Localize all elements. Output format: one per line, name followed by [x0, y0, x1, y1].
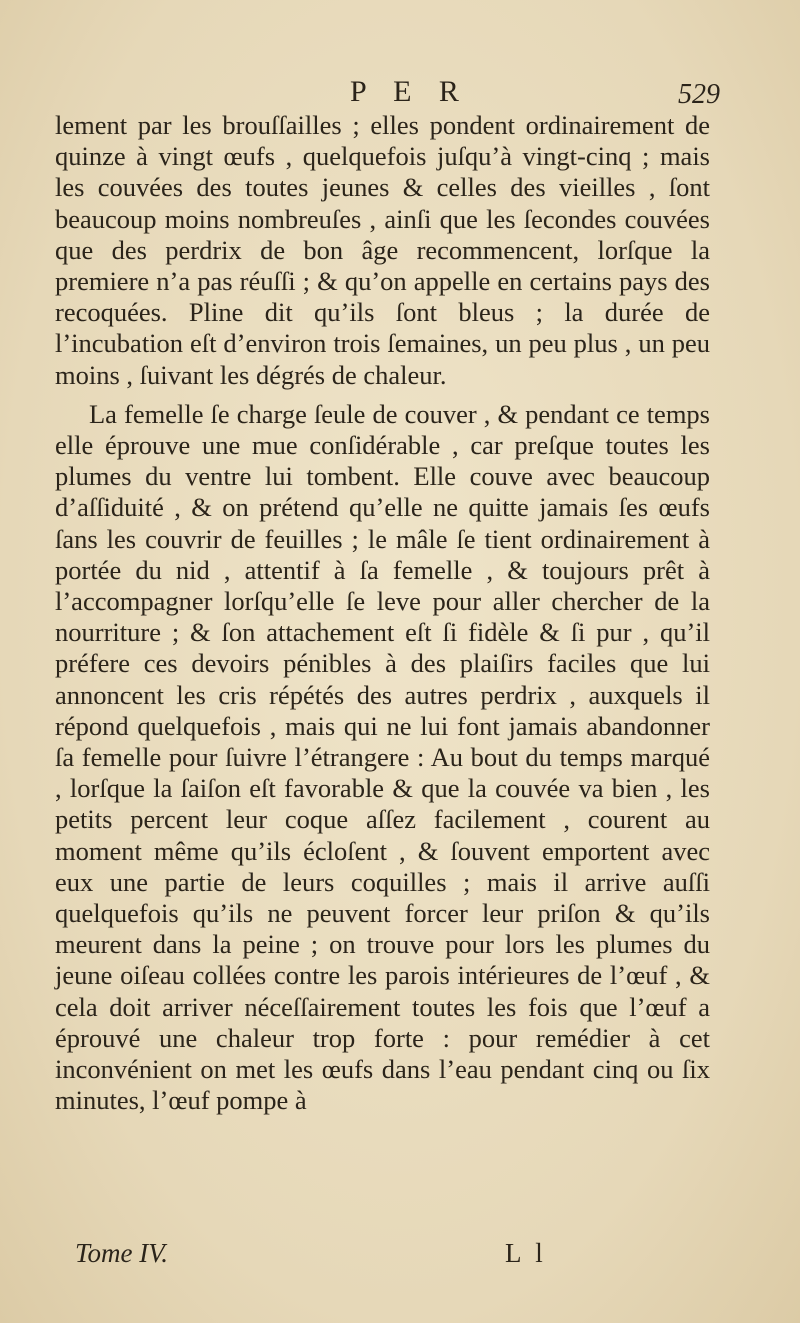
gathering-signature: L l: [505, 1238, 547, 1268]
page-header: [60, 75, 720, 115]
paragraph-1: lement par les brouſſailles ; elles pondent ordinairement de quinze à vingt œufs , quelquefois juſqu’à vingt-cinq ; mais les couvées des toutes jeunes & celles des vieilles , ſont beaucoup moins nombreuſes , ainſi que les ſecondes couvées que des perdrix de bon âge recommencent, lorſque la premiere n’a pas réuſſi ; & qu’on appelle en certains pays des recoquées. Pline dit qu’ils ſont bleus ; la durée de l’incubation eſt d’environ trois ſemaines, un peu plus , un peu moins , ſuivant les dégrés de chaleur.: [55, 110, 710, 390]
page-footer: [75, 1238, 635, 1278]
running-head: P E R: [350, 75, 469, 108]
volume-signature: Tome IV.: [75, 1238, 169, 1268]
paragraph-2: La femelle ſe charge ſeule de couver , & pendant ce temps elle éprouve une mue conſidérable , car preſque toutes les plumes du ventre lui tombent. Elle couve avec beaucoup d’aſſiduité , & on prétend qu’elle ne quitte jamais ſes œufs ſans les couvrir de feuilles ; le mâle ſe tient ordinairement à portée du nid , attentif à ſa femelle , & toujours prêt à l’accompagner lorſqu’elle ſe leve pour aller chercher de la nourriture ; & ſon attachement eſt ſi fidèle & ſi pur , qu’il préfere ces devoirs pénibles à des plaiſirs faciles que lui annoncent les cris répétés des autres perdrix , auxquels il répond quelquefois , mais qui ne lui font jamais abandonner ſa femelle pour ſuivre l’étrangere : Au bout du temps marqué , lorſque la ſaiſon eſt favorable & que la couvée va bien , les petits percent leur coque aſſez facilement , courent au moment même qu’ils écloſent , & ſouvent emportent avec eux une partie de leurs coquilles ; mais il arrive auſſi quelquefois qu’ils ne peuvent forcer leur priſon & qu’ils meurent dans la peine ; on trouve pour lors les plumes du jeune oiſeau collées contre les parois intérieures de l’œuf , & cela doit arriver néceſſairement toutes les fois que l’œuf a éprouvé une chaleur trop forte : pour remédier à cet inconvénient on met les œufs dans l’eau pendant cinq ou ſix minutes, l’œuf pompe à: [55, 398, 710, 1116]
page-number: 529: [678, 79, 720, 110]
body-text: [55, 110, 710, 1117]
